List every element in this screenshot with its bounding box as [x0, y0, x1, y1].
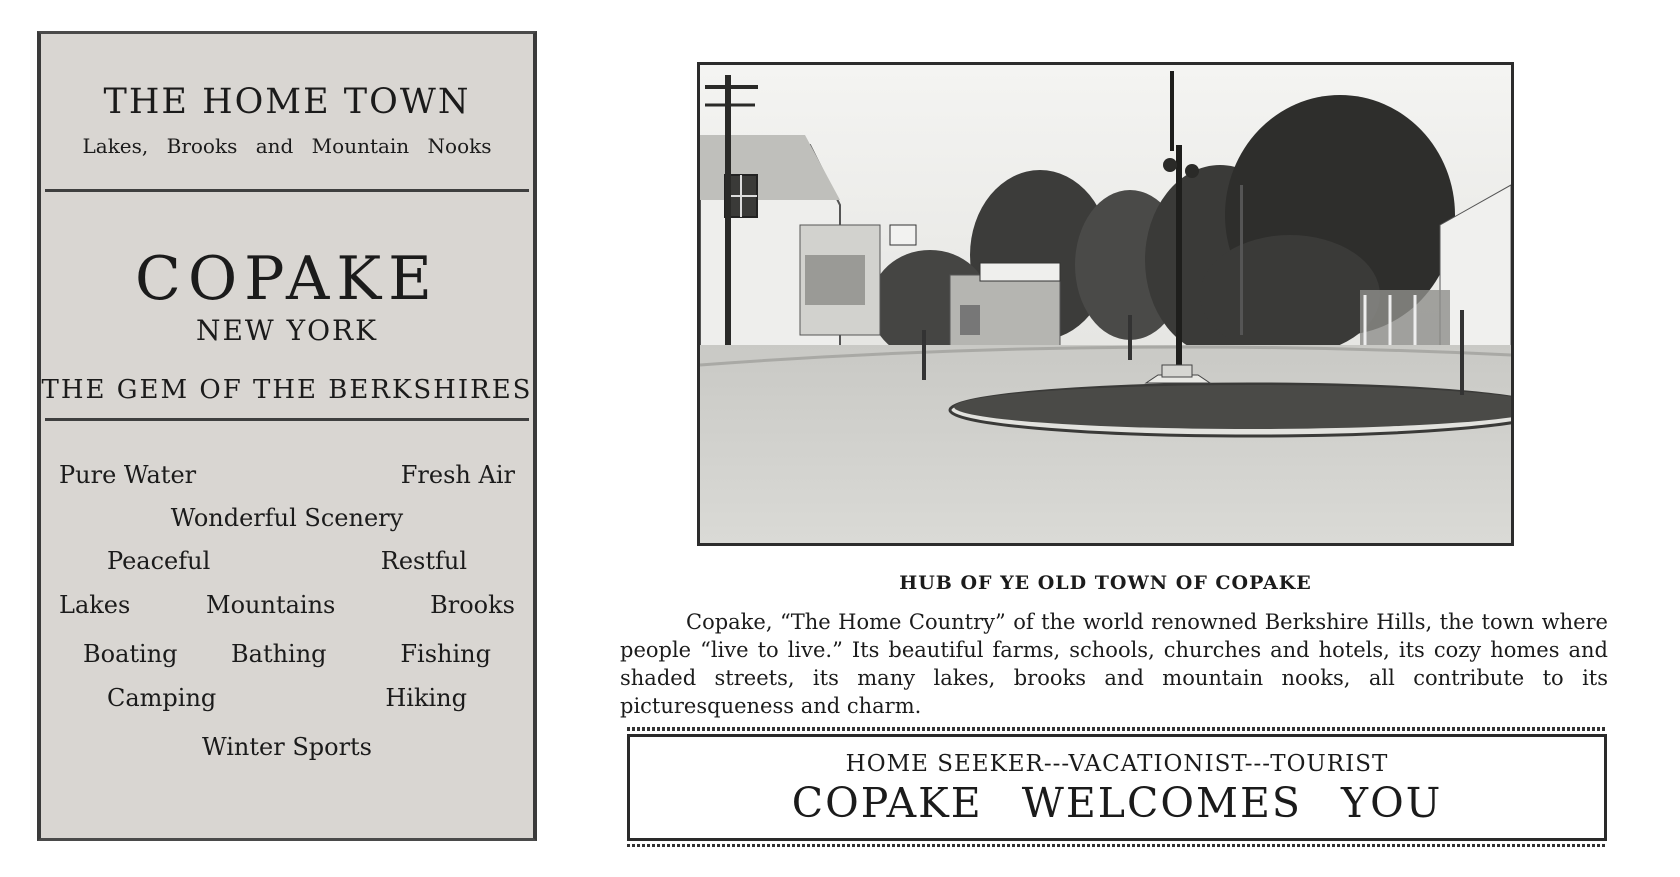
feature-peaceful: Peaceful: [107, 547, 211, 575]
banner-headline: COPAKE WELCOMES YOU: [791, 779, 1443, 827]
state-name: NEW YORK: [195, 314, 379, 347]
divider-rule: [45, 189, 529, 192]
description-paragraph: Copake, “The Home Country” of the world renowned Berkshire Hills, the town where people “live to live.” Its beautiful farms, schools, churches and hotels, its cozy homes and shaded streets, its many lakes, brooks and mountain nooks, all contribute to its picturesqueness and charm.: [620, 610, 1608, 718]
welcome-banner: [627, 734, 1607, 841]
town-square-photo: [697, 62, 1514, 546]
tagline: THE GEM OF THE BERKSHIRES: [41, 375, 533, 405]
feature-brooks: Brooks: [430, 591, 515, 619]
feature-pure-water: Pure Water: [59, 461, 197, 489]
feature-fresh-air: Fresh Air: [400, 461, 515, 489]
feature-restful: Restful: [380, 547, 467, 575]
feature-winter-sports: Winter Sports: [201, 733, 372, 761]
feature-boating: Boating: [83, 640, 178, 668]
poster-title: THE HOME TOWN: [103, 82, 471, 122]
feature-hiking: Hiking: [385, 684, 467, 712]
poster-header: [41, 34, 533, 204]
town-square-photo-illustration: [700, 65, 1511, 543]
town-name: COPAKE: [135, 244, 439, 314]
feature-mountains: Mountains: [206, 591, 336, 619]
feature-lakes: Lakes: [59, 591, 131, 619]
feature-wonderful-scenery: Wonderful Scenery: [170, 504, 404, 532]
divider-rule: [45, 418, 529, 421]
feature-camping: Camping: [107, 684, 217, 712]
copake-poster: [37, 31, 537, 841]
poster-town-block: [41, 194, 533, 439]
banner-audience: HOME SEEKER---VACATIONIST---TOURIST: [845, 751, 1389, 777]
poster-subtitle: Lakes, Brooks and Mountain Nooks: [82, 134, 492, 158]
feature-fishing: Fishing: [400, 640, 491, 668]
photo-caption: HUB OF YE OLD TOWN OF COPAKE: [899, 572, 1312, 594]
feature-bathing: Bathing: [231, 640, 327, 668]
poster-features: [41, 424, 533, 838]
